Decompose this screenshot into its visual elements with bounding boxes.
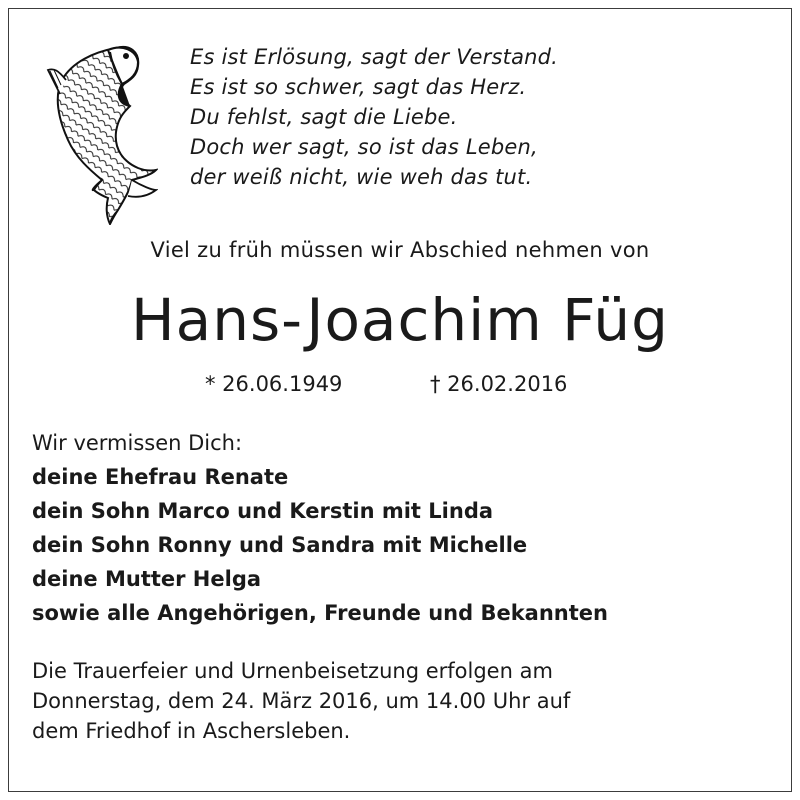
mourners-heading: Wir vermissen Dich: [32, 431, 243, 455]
poem-line: Es ist Erlösung, sagt der Verstand. [190, 45, 559, 69]
mourner-line: deine Ehefrau Renate [32, 465, 289, 489]
mourner-line: dein Sohn Ronny und Sandra mit Michelle [32, 533, 528, 557]
mourner-line: dein Sohn Marco und Kerstin mit Linda [32, 499, 494, 523]
poem-line: Doch wer sagt, so ist das Leben, [190, 135, 538, 159]
deceased-name: Hans-Joachim Füg [131, 286, 669, 354]
service-line: Donnerstag, dem 24. März 2016, um 14.00 Uhr auf [32, 689, 571, 713]
mourner-line: sowie alle Angehörigen, Freunde und Bekannten [32, 601, 608, 625]
birth-date: * 26.06.1949 [205, 372, 343, 396]
service-line: Die Trauerfeier und Urnenbeisetzung erfolgen am [32, 659, 553, 683]
poem-line: Es ist so schwer, sagt das Herz. [190, 75, 527, 99]
poem [190, 42, 770, 192]
service-line: dem Friedhof in Aschersleben. [32, 719, 351, 743]
poem-line: Du fehlst, sagt die Liebe. [190, 105, 458, 129]
intro-text: Viel zu früh müssen wir Abschied nehmen von [150, 238, 650, 262]
poem-line: der weiß nicht, wie weh das tut. [190, 165, 533, 189]
death-date: † 26.02.2016 [430, 372, 568, 396]
mourner-line: deine Mutter Helga [32, 567, 262, 591]
fish-icon [38, 40, 158, 225]
mourners-list [32, 426, 772, 630]
service-info [32, 656, 772, 746]
